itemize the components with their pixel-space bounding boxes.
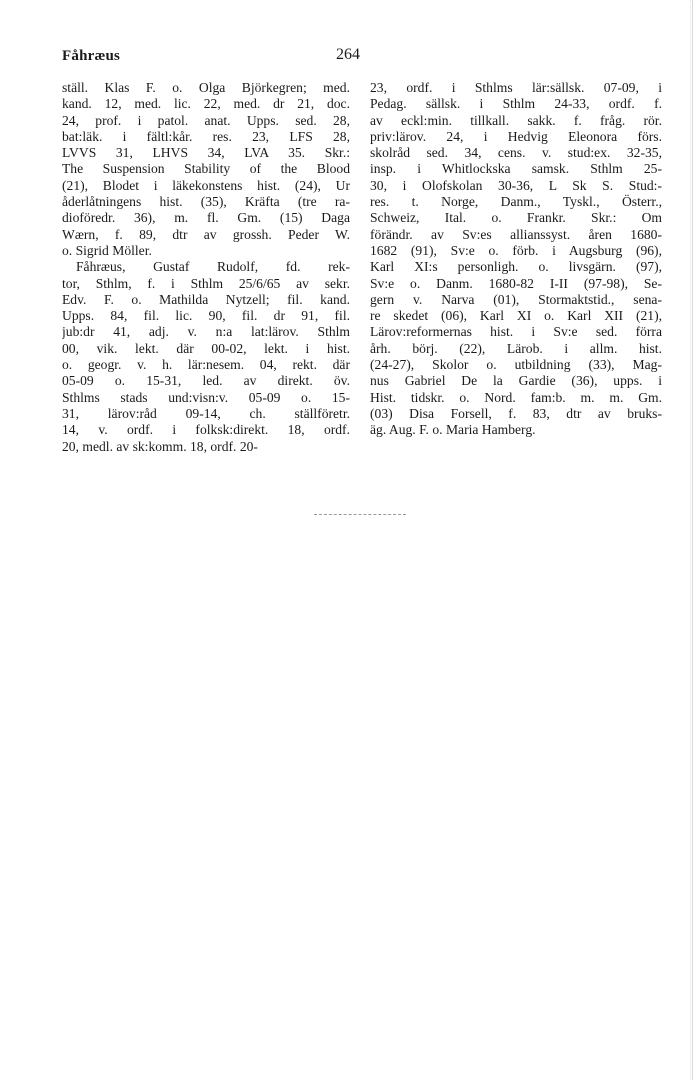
text-line: nus Gabriel De la Gardie (36), upps. i [370, 373, 662, 389]
text-line: förändr. av Sv:es allianssyst. åren 1680- [370, 226, 662, 242]
text-line: skolråd sed. 34, cens. v. stud:ex. 32-35, [370, 145, 662, 161]
text-line: kand. 12, med. lic. 22, med. dr 21, doc. [62, 96, 350, 112]
text-line: ställ. Klas F. o. Olga Björkegren; med. [62, 80, 350, 95]
text-line: 24, prof. i patol. anat. Upps. sed. 28, [62, 112, 350, 128]
text-line: 14, v. ordf. i folksk:direkt. 18, ordf. [62, 422, 350, 438]
text-line: The Suspension Stability of the Blood [62, 161, 350, 177]
text-line: Sthlms stads und:visn:v. 05-09 o. 15- [62, 389, 350, 405]
page-edge-line [692, 0, 693, 1080]
text-line: o. Sigrid Möller. [62, 242, 152, 258]
text-line: Karl XI:s personligh. o. livsgärn. (97), [370, 259, 662, 275]
text-line: 30, i Olofskolan 30-36, L Sk S. Stud:- [370, 177, 662, 193]
text-line: o. geogr. v. h. lär:nesem. 04, rekt. där [62, 357, 350, 373]
text-line: 00, vik. lekt. där 00-02, lekt. i hist. [62, 340, 350, 356]
text-line: (03) Disa Forsell, f. 83, dtr av bruks- [370, 405, 662, 421]
text-line: bat:läk. i fältl:kår. res. 23, LFS 28, [62, 128, 350, 144]
text-line: Fåhræus, Gustaf Rudolf, fd. rek- [76, 259, 350, 275]
text-line: Pedag. sällsk. i Sthlm 24-33, ordf. f. [370, 96, 662, 112]
text-line: 31, lärov:råd 09-14, ch. ställföretr. [62, 405, 350, 421]
running-head-title: Fåhræus [62, 48, 121, 64]
text-line: Hist. tidskr. o. Nord. fam:b. m. m. Gm. [370, 389, 662, 405]
text-line: dioföredr. 36), m. fl. Gm. (15) Daga [62, 210, 350, 226]
text-line: av eckl:min. tillkall. sakk. f. fråg. rör. [370, 112, 662, 128]
text-line: priv:lärov. 24, i Hedvig Eleonora förs. [370, 128, 662, 144]
end-of-entry-rule [314, 514, 406, 515]
text-line: tor, Sthlm, f. i Sthlm 25/6/65 av sekr. [62, 275, 350, 291]
text-line: äg. Aug. F. o. Maria Hamberg. [370, 422, 536, 438]
text-line: (21), Blodet i läkekonstens hist. (24), Ur [62, 177, 350, 193]
text-line: Schweiz, Ital. o. Frankr. Skr.: Om [370, 210, 662, 226]
text-line: Lärov:reformernas hist. i Sv:e sed. förra [370, 324, 662, 340]
text-line: årh. börj. (22), Lärob. i allm. hist. [370, 340, 662, 356]
running-head [0, 44, 696, 70]
text-line: Wærn, f. 89, dtr av grossh. Peder W. [62, 226, 350, 242]
text-line: Upps. 84, fil. lic. 90, fil. dr 91, fil. [62, 308, 350, 324]
text-line: 23, ordf. i Sthlms lär:sällsk. 07-09, i [370, 80, 662, 95]
text-line: gern v. Narva (01), Stormaktstid., sena- [370, 291, 662, 307]
text-line: 1682 (91), Sv:e o. förb. i Augsburg (96), [370, 242, 662, 258]
left-column [62, 80, 350, 455]
page-edge-dots [690, 0, 691, 1080]
text-line: Edv. F. o. Mathilda Nytzell; fil. kand. [62, 291, 350, 307]
text-line: jub:dr 41, adj. v. n:a lat:lärov. Sthlm [62, 324, 350, 340]
text-line: 20, medl. av sk:komm. 18, ordf. 20- [62, 438, 258, 454]
text-line: LVVS 31, LHVS 34, LVA 35. Skr.: [62, 145, 350, 161]
text-line: åderlåtningens hist. (35), Kräfta (tre ra- [62, 194, 350, 210]
text-line: re skedet (06), Karl XI o. Karl XII (21), [370, 308, 662, 324]
text-line: insp. i Whitlockska samsk. Sthlm 25- [370, 161, 662, 177]
text-line: Sv:e o. Danm. 1680-82 I-II (97-98), Se- [370, 275, 662, 291]
text-line: 05-09 o. 15-31, led. av direkt. öv. [62, 373, 350, 389]
text-line: (24-27), Skolor o. utbildning (33), Mag- [370, 357, 662, 373]
text-line: res. t. Norge, Danm., Tyskl., Österr., [370, 194, 662, 210]
page-number: 264 [336, 46, 360, 63]
right-column [370, 80, 662, 439]
